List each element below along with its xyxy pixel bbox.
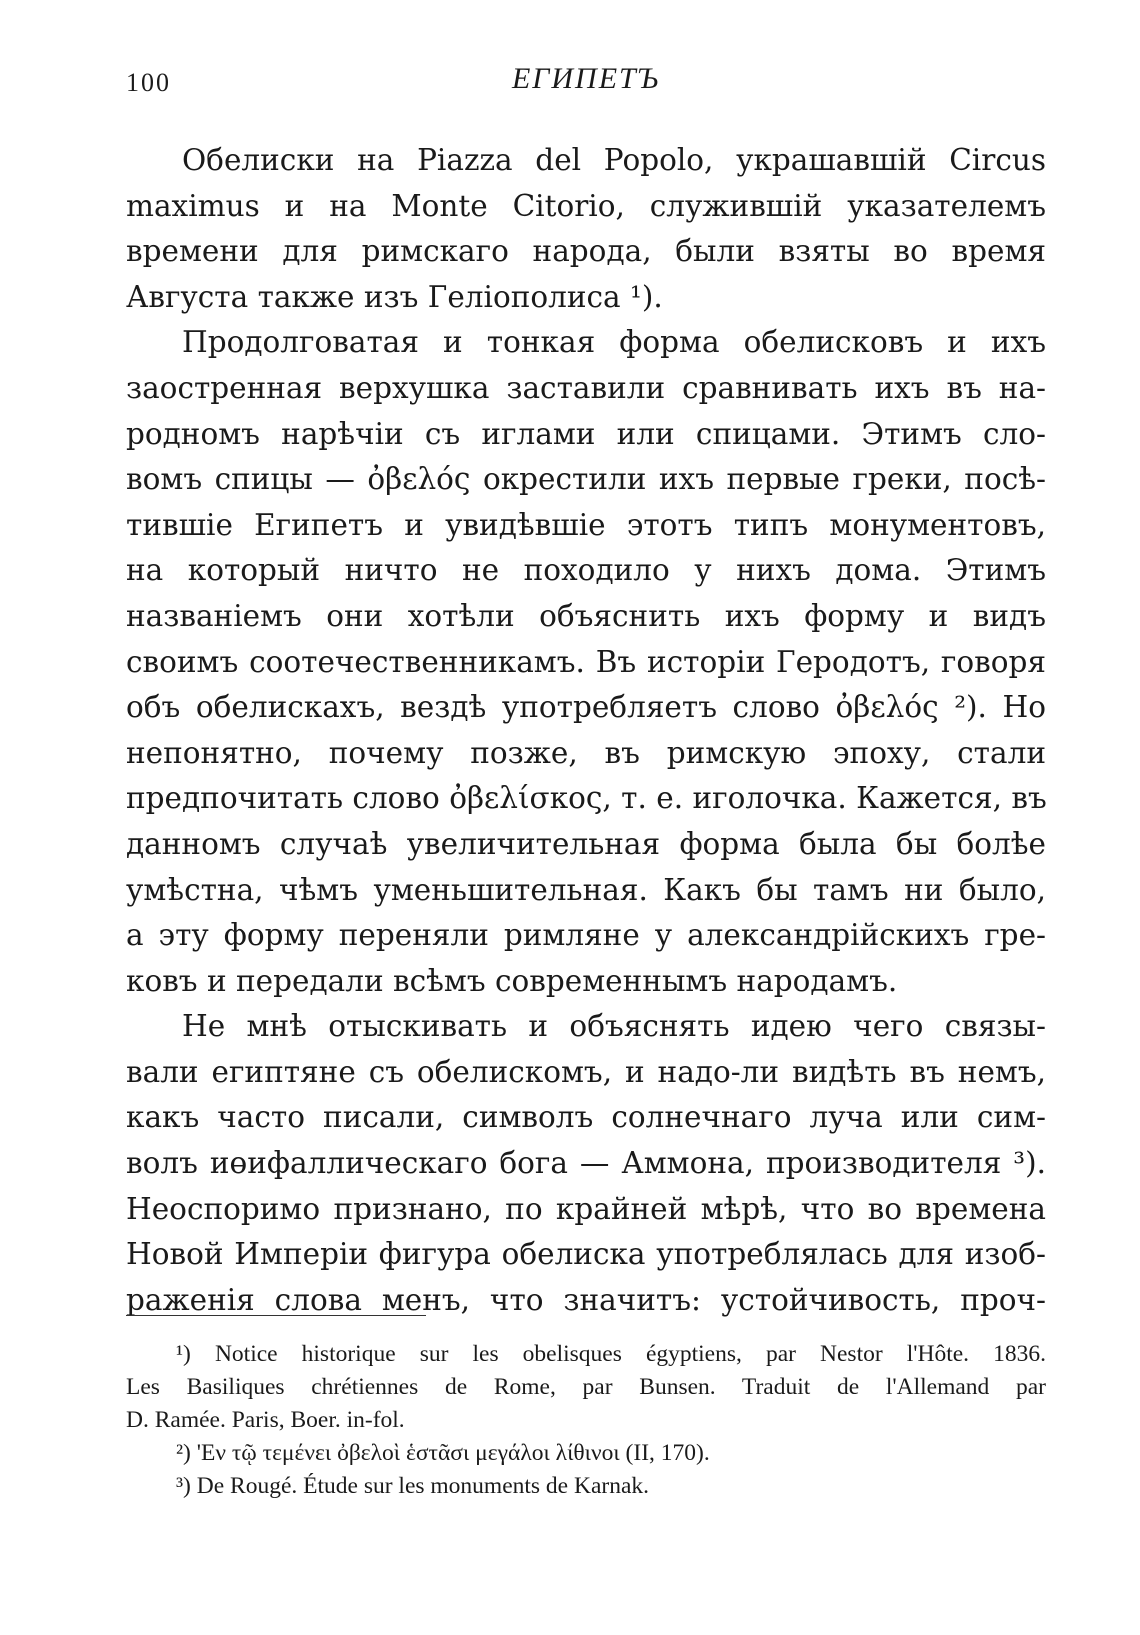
- text-line: предпочитать слово ὀβελίσκος, т. е. иголочка. Кажется, въ: [126, 781, 1047, 816]
- text-line: Неоспоримо признано, по крайней мѣрѣ, что во времена: [126, 1191, 1046, 1226]
- text-line: родномъ нарѣчіи съ иглами или спицами. Этимъ сло-: [126, 416, 1046, 451]
- text-line: Августа также изъ Геліополиса ¹).: [126, 279, 663, 314]
- footnote-3: ³) De Rougé. Étude sur les monuments de Karnak.: [176, 1473, 650, 1499]
- text-line: Не мнѣ отыскивать и объяснять идею чего связы-: [182, 1009, 1046, 1044]
- text-line: заостренная верхушка заставили сравнивать ихъ въ на-: [126, 370, 1046, 405]
- body-text: [126, 138, 1046, 1323]
- text-line: ковъ и передали всѣмъ современнымъ народамъ.: [126, 963, 898, 998]
- text-line: maximus и на Monte Citorio, служившій указателемъ: [126, 188, 1046, 223]
- text-line: волъ иөифаллическаго бога — Аммона, производителя ³).: [126, 1146, 1046, 1181]
- text-line: объ обелискахъ, вездѣ употребляетъ слово ὀβελός ²). Но: [126, 690, 1046, 725]
- text-line: вали египтяне съ обелискомъ, и надо-ли видѣть въ немъ,: [126, 1054, 1046, 1089]
- text-line: тившіе Египетъ и увидѣвшіе этотъ типъ монументовъ,: [126, 507, 1046, 542]
- text-line: а эту форму переняли римляне у александрійскихъ гре-: [126, 918, 1046, 953]
- text-line: данномъ случаѣ увеличительная форма была бы болѣе: [126, 826, 1046, 861]
- text-line: раженія слова менъ, что значитъ: устойчивость, проч-: [126, 1282, 1046, 1317]
- text-line: умѣстна, чѣмъ уменьшительная. Какъ бы тамъ ни было,: [126, 872, 1046, 907]
- footnote-divider: [126, 1315, 426, 1316]
- text-line: названіемъ они хотѣли объяснить ихъ форму и видъ: [126, 598, 1046, 633]
- text-line: Новой Имперіи фигура обелиска употреблялась для изоб-: [126, 1237, 1046, 1272]
- footnote-1-line: ¹) Notice historique sur les obelisques égyptiens, par Nestor l'Hôte. 1836.: [176, 1341, 1046, 1367]
- text-line: времени для римскаго народа, были взяты во время: [126, 234, 1046, 269]
- text-line: непонятно, почему позже, въ римскую эпоху, стали: [126, 735, 1046, 770]
- text-line: на который ничто не походило у нихъ дома. Этимъ: [126, 553, 1046, 588]
- text-line: своимъ соотечественникамъ. Въ исторіи Геродотъ, говоря: [126, 644, 1046, 679]
- text-line: какъ часто писали, символъ солнечнаго луча или сим-: [126, 1100, 1046, 1135]
- footnote-1-line: Les Basiliques chrétiennes de Rome, par Bunsen. Traduit de l'Allemand par: [126, 1374, 1046, 1400]
- text-line: Продолговатая и тонкая форма обелисковъ и ихъ: [182, 325, 1046, 360]
- running-title: ЕГИПЕТЪ: [511, 62, 660, 95]
- footnote-1-line: D. Ramée. Paris, Boer. in-fol.: [126, 1407, 405, 1433]
- footnotes: [126, 1338, 1046, 1503]
- running-head: [126, 62, 1046, 102]
- page-number: 100: [126, 68, 171, 97]
- footnote-2: ²) 'Εν τῷ τεμένει ὀβελοὶ ἑστᾶσι μεγάλοι λίθινοι (II, 170).: [176, 1440, 710, 1466]
- text-line: Обелиски на Piazza del Popolo, украшавшій Circus: [182, 143, 1046, 177]
- text-line: вомъ спицы — ὀβελός окрестили ихъ первые греки, посѣ-: [126, 462, 1046, 497]
